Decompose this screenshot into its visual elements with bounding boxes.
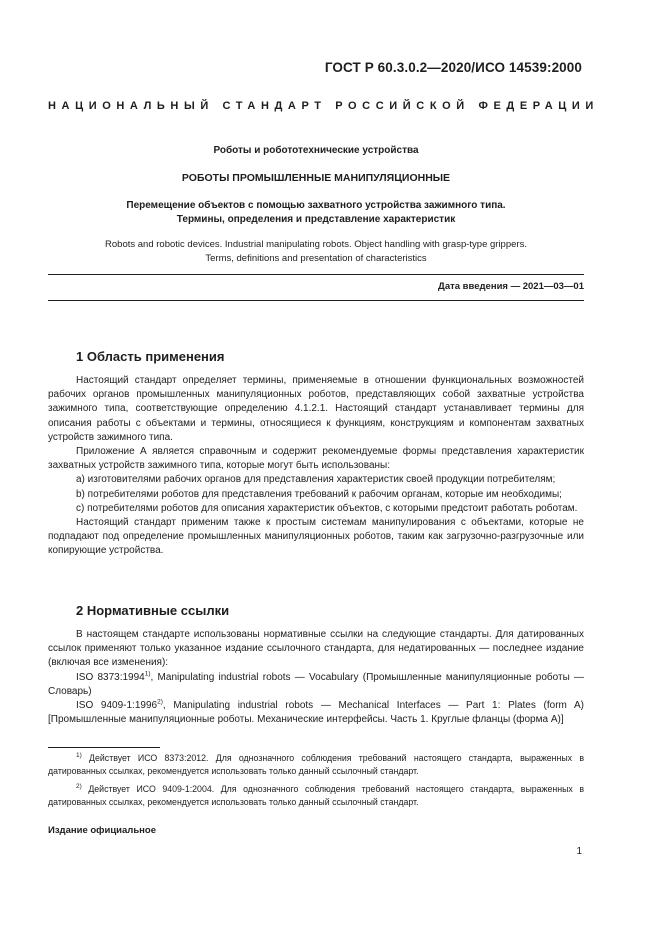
footnote-text: Действует ИСО 8373:2012. Для однозначного соблюдения требований настоящего стандарта, выраженных в датированных ссылках, рекомендуется использовать только данный ссылочный стандарт.: [48, 753, 584, 776]
subtitle-line-2: Термины, определения и представление характеристик: [176, 214, 456, 225]
reference-code: ISO 9409-1:1996: [76, 700, 158, 712]
reference-text: , Manipulating industrial robots — Vocabulary (Промышленные манипуляционные роботы — Словарь): [48, 671, 585, 697]
reference-iso-9409: [48, 699, 584, 727]
list-item-a: а) изготовителями рабочих органов для представления характеристик своей продукции потребителям;: [76, 474, 556, 486]
footnote-2: [48, 783, 584, 809]
section-2-body: [48, 628, 584, 727]
page-number: 1: [576, 846, 582, 857]
divider-bottom: [48, 300, 584, 301]
footnote-number: 2): [76, 783, 82, 791]
footnote-separator: [48, 747, 160, 748]
footnote-number: 1): [76, 752, 82, 760]
footnote-marker[interactable]: 1): [144, 670, 151, 678]
list-item-c: с) потребителями роботов для описания характеристик объектов, с которыми предстоит работать роботам.: [76, 502, 578, 514]
paragraph: Приложение А является справочным и содержит рекомендуемые формы представления характеристик захватных устройств зажимного типа, которые могут быть использованы:: [48, 446, 584, 472]
footnote-1: [48, 752, 584, 778]
divider-top: [48, 274, 584, 275]
subtitle-line-1: Перемещение объектов с помощью захватного устройства зажимного типа.: [126, 200, 506, 211]
english-title-line-2: Terms, definitions and presentation of characteristics: [205, 253, 427, 264]
introduction-date: Дата введения — 2021—03—01: [438, 281, 584, 292]
national-standard-banner: НАЦИОНАЛЬНЫЙ СТАНДАРТ РОССИЙСКОЙ ФЕДЕРАЦИИ: [48, 100, 599, 112]
title-english: [48, 238, 584, 266]
title-subtitle: [48, 199, 584, 227]
paragraph: Настоящий стандарт применим также к простым системам манипулирования с объектами, которые не подпадают под определение промышленных манипуляционных роботов, таким как загрузочно-разгрузочные или копирующие устройства.: [48, 517, 584, 557]
footnotes: [48, 752, 584, 814]
section-1-body: [48, 374, 584, 559]
section-2-heading: 2 Нормативные ссылки: [76, 603, 230, 618]
official-edition-label: Издание официальное: [48, 825, 156, 836]
title-main: РОБОТЫ ПРОМЫШЛЕННЫЕ МАНИПУЛЯЦИОННЫЕ: [181, 172, 451, 184]
reference-iso-8373: [48, 671, 584, 699]
section-1-heading: 1 Область применения: [76, 349, 225, 364]
title-group: Роботы и робототехнические устройства: [213, 145, 419, 156]
footnote-text: Действует ИСО 9409-1:2004. Для однозначного соблюдения требований настоящего стандарта, выраженных в датированных ссылках, рекомендуется использовать только данный ссылочный стандарт.: [48, 784, 584, 807]
document-code: ГОСТ Р 60.3.0.2—2020/ИСО 14539:2000: [324, 60, 582, 75]
paragraph: В настоящем стандарте использованы нормативные ссылки на следующие стандарты. Для датированных ссылок применяют только указанное издание ссылочного стандарта, для недатированных — последнее издание (включая все изменения):: [48, 629, 584, 669]
reference-code: ISO 8373:1994: [76, 671, 145, 683]
paragraph: Настоящий стандарт определяет термины, применяемые в отношении функциональных возможностей рабочих органов промышленных манипуляционных роботов, представляющих собой захватные устройства зажимного типа, соответствующие определению 4.1.2.1. Настоящий стандарт устанавливает термины для описания работы с объектами и термины, относящиеся к функциям, конструкциям и компонентам захватных устройств зажимного типа.: [48, 375, 584, 443]
reference-text: , Manipulating industrial robots — Mechanical Interfaces — Part 1: Plates (form A) [Промышленные манипуляционные роботы. Механические интерфейсы. Часть 1. Круглые фланцы (форма А)]: [48, 700, 584, 726]
english-title-line-1: Robots and robotic devices. Industrial manipulating robots. Object handling with grasp-type grippers.: [105, 239, 527, 250]
footnote-marker[interactable]: 2): [157, 698, 163, 706]
list-item-b: b) потребителями роботов для представления требований к рабочим органам, которые им необходимы;: [76, 488, 562, 500]
